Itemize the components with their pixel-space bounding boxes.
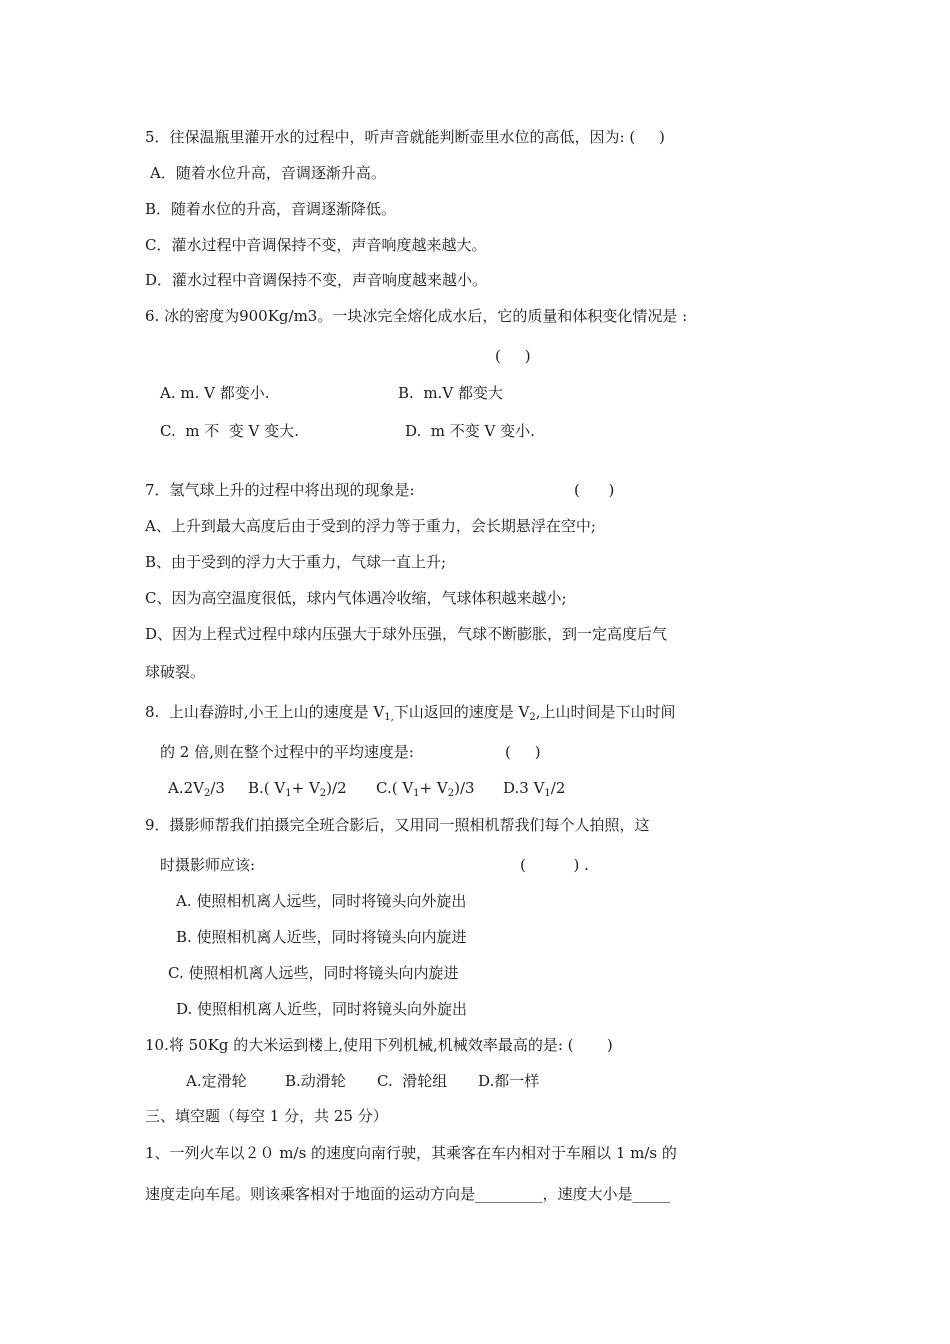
q6-option-d: D. m 不变 V 变小.: [405, 422, 535, 440]
q5-stem: 5．往保温瓶里灌开水的过程中，听声音就能判断壶里水位的高低，因为: ( ): [145, 128, 665, 146]
q8-stem-line2: 的 2 倍,则在整个过程中的平均速度是:: [160, 743, 414, 761]
fill-q1-line2: 速度走向车尾。则该乘客相对于地面的运动方向是_________，速度大小是_____: [145, 1185, 671, 1203]
q9-option-b: B. 使照相机离人近些，同时将镜头向内旋进: [176, 928, 467, 946]
q7-stem: 7．氢气球上升的过程中将出现的现象是:: [145, 481, 415, 499]
q9-stem-line2: 时摄影师应该:: [160, 856, 256, 874]
section-heading-fill-in: 三、填空题（每空 1 分，共 25 分）: [145, 1107, 388, 1125]
q9-stem: 9．摄影师帮我们拍摄完全班合影后，又用同一照相机帮我们每个人拍照，这: [145, 816, 650, 834]
q6-option-a: A. m. V 都变小.: [160, 384, 270, 402]
q6-option-c: C. m 不 变 V 变大.: [160, 422, 299, 440]
q6-option-b: B. m.V 都变大: [398, 384, 503, 402]
q9-answer-blank: ( ) .: [520, 856, 589, 874]
q6-stem: 6. 冰的密度为900Kg/m3。一块冰完全熔化成水后，它的质量和体积变化情况是 :: [145, 307, 688, 325]
q8-answer-blank: ( ): [505, 743, 541, 761]
q10-stem: 10.将 50Kg 的大米运到楼上,使用下列机械,机械效率最高的是: ( ): [145, 1036, 613, 1054]
q5-option-c: C．灌水过程中音调保持不变，声音响度越来越大。: [145, 236, 487, 254]
q10-option-b: B.动滑轮: [285, 1072, 346, 1090]
q10-option-a: A.定滑轮: [186, 1072, 247, 1090]
q5-option-d: D．灌水过程中音调保持不变，声音响度越来越小。: [145, 271, 488, 289]
q8-stem: 8. 上山春游时,小王上山的速度是 $V_{1,}$下山返回的速度是 $V_2$,上山时间是下山时间: [145, 703, 676, 723]
q9-option-a: A. 使照相机离人远些，同时将镜头向外旋出: [176, 892, 467, 910]
q7-answer-blank: ( ): [574, 481, 615, 499]
q5-option-b: B．随着水位的升高，音调逐渐降低。: [145, 200, 397, 218]
q5-option-a: A．随着水位升高，音调逐渐升高。: [150, 164, 386, 182]
q7-option-c: C、因为高空温度很低，球内气体遇冷收缩，气球体积越来越小;: [145, 589, 567, 607]
fill-q1-line1: 1、一列火车以２０ m/s 的速度向南行驶，其乘客在车内相对于车厢以 1 m/s 的: [145, 1144, 677, 1162]
q6-answer-blank: ( ): [495, 347, 531, 365]
q10-option-d: D.都一样: [478, 1072, 540, 1090]
q7-option-d-line2: 球破裂。: [145, 663, 206, 681]
q10-option-c: C. 滑轮组: [377, 1072, 448, 1090]
q7-option-b: B、由于受到的浮力大于重力，气球一直上升;: [145, 553, 447, 571]
q9-option-c: C. 使照相机离人远些，同时将镜头向内旋进: [168, 964, 459, 982]
q8-option-c: C.( $V_1+ V_2)/3$: [376, 779, 475, 799]
q8-option-b: B.( $V_1+ V_2)/2$: [248, 779, 347, 799]
q7-option-a: A、上升到最大高度后由于受到的浮力等于重力，会长期悬浮在空中;: [145, 517, 596, 535]
q8-option-a: $A.2V_2/3$: [168, 779, 225, 799]
q9-option-d: D. 使照相机离人近些，同时将镜头向外旋出: [176, 1000, 468, 1018]
q8-option-d: D.3 $V_1/2$: [503, 779, 566, 799]
q7-option-d-line1: D、因为上程式过程中球内压强大于球外压强，气球不断膨胀，到一定高度后气: [145, 625, 668, 643]
